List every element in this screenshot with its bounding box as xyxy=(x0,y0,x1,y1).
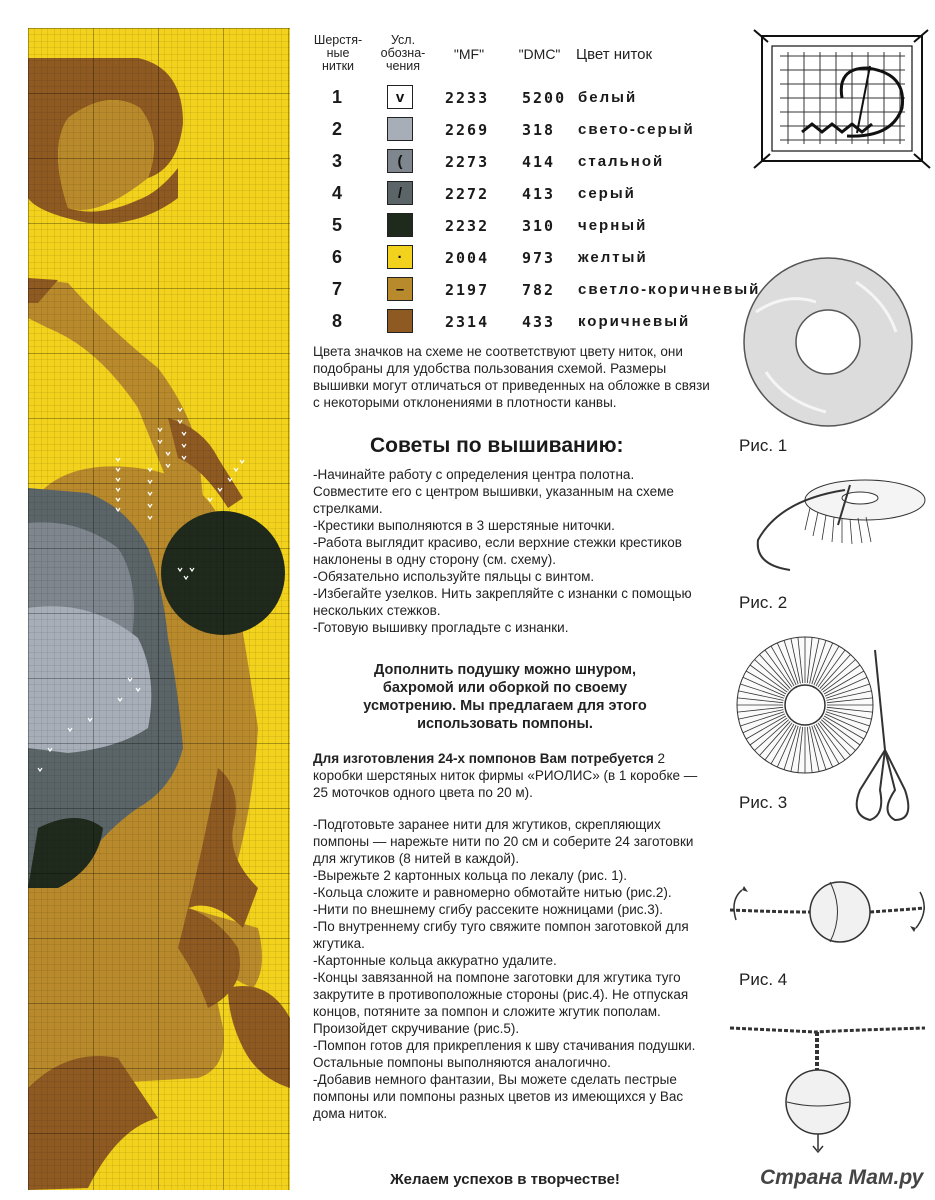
legend-dmc-code: 782 xyxy=(522,281,556,299)
fig3-label: Рис. 3 xyxy=(739,793,788,812)
legend-dmc-code: 433 xyxy=(522,313,556,331)
legend-color-name: черный xyxy=(578,217,648,234)
legend-row xyxy=(320,309,760,337)
legend-dmc-code: 413 xyxy=(522,185,556,203)
legend-dmc-code: 318 xyxy=(522,121,556,139)
legend-row xyxy=(320,213,760,241)
step-item: -По внутреннему сгибу туго свяжите помпон заготовкой для жгутика. xyxy=(313,919,689,951)
step-item: -Подготовьте заранее нити для жгутиков, скрепляющих помпоны — нарежьте нити по 20 см и соберите 24 заготовки для жгутиков (8 нитей в каждой). xyxy=(313,817,694,866)
legend-header-color: Цвет ниток xyxy=(576,46,653,63)
fig1-label: Рис. 1 xyxy=(739,436,788,455)
legend-color-name: свето-серый xyxy=(578,121,695,138)
legend-row-number: 2 xyxy=(332,119,343,139)
tip-item: -Работа выглядит красиво, если верхние стежки крестиков наклонены в одну сторону (см. схему). xyxy=(313,535,682,567)
legend-dmc-code: 414 xyxy=(522,153,556,171)
twisting-cord-illustration xyxy=(720,870,930,960)
step-item: -Добавив немного фантазии, Вы можете сделать пестрые помпоны или помпоны разных цветов из имеющихся у Вас дома ниток. xyxy=(313,1072,684,1121)
tip-item: -Избегайте узелков. Нить закрепляйте с изнанки с помощью нескольких стежков. xyxy=(313,586,692,618)
legend-row-number: 8 xyxy=(332,311,343,331)
legend-row xyxy=(320,117,760,145)
cross-stitch-pattern xyxy=(28,28,290,1190)
legend-header-symbols: Усл. обозна- чения xyxy=(380,33,426,73)
folded-cord-illustration xyxy=(725,1010,930,1160)
pompon-requirements-bold: Для изготовления 24-х помпонов Вам потребуется xyxy=(313,751,654,766)
legend-color-name: стальной xyxy=(578,153,665,170)
legend-dmc-code: 310 xyxy=(522,217,556,235)
legend-mf-code: 2272 xyxy=(445,185,490,203)
legend-mf-code: 2269 xyxy=(445,121,490,139)
legend-color-name: коричневый xyxy=(578,313,691,330)
legend-mf-code: 2232 xyxy=(445,217,490,235)
tips-list xyxy=(313,466,711,636)
legend-mf-code: 2004 xyxy=(445,249,490,267)
step-item: -Кольца сложите и равномерно обмотайте нитью (рис.2). xyxy=(313,885,672,900)
legend-mf-code: 2233 xyxy=(445,89,490,107)
legend-swatch: ( xyxy=(387,149,413,173)
tip-item: -Обязательно используйте пяльцы с винтом. xyxy=(313,569,595,584)
legend-swatch: / xyxy=(387,181,413,205)
legend-color-name: белый xyxy=(578,89,638,106)
legend-row-number: 3 xyxy=(332,151,343,171)
legend-color-name: светло-коричневый xyxy=(578,281,761,298)
stitch-diagram-illustration xyxy=(752,28,932,178)
legend-dmc-code: 5200 xyxy=(522,89,567,107)
fig4-label: Рис. 4 xyxy=(739,970,788,989)
legend-color-name: желтый xyxy=(578,249,648,266)
fig2-label: Рис. 2 xyxy=(739,593,788,612)
tip-item: -Начинайте работу с определения центра полотна. Совместите его с центром вышивки, указанным на схеме стрелками. xyxy=(313,467,674,516)
legend-row xyxy=(320,149,760,177)
legend-row-number: 5 xyxy=(332,215,343,235)
legend-mf-code: 2197 xyxy=(445,281,490,299)
legend-swatch xyxy=(387,117,413,141)
legend-swatch xyxy=(387,213,413,237)
legend-row-number: 7 xyxy=(332,279,343,299)
color-note: Цвета значков на схеме не соответствуют цвету ниток, они подобраны для удобства пользования схемой. Размеры вышивки могут отличаться от приведенных на обложке в связи с некоторыми отклонениями в плотности канвы. xyxy=(313,344,710,410)
step-item: -Вырежьте 2 картонных кольца по лекалу (рис. 1). xyxy=(313,868,627,883)
legend-header-threads: Шерстя- ные нитки xyxy=(313,33,363,73)
pompon-requirements xyxy=(313,750,713,801)
legend-swatch: – xyxy=(387,277,413,301)
legend-row-number: 4 xyxy=(332,183,343,203)
tips-title: Советы по вышиванию: xyxy=(370,434,624,457)
step-item: -Нити по внешнему сгибу рассеките ножницами (рис.3). xyxy=(313,902,664,917)
legend-swatch xyxy=(387,309,413,333)
legend-row-number: 1 xyxy=(332,87,343,107)
legend-mf-code: 2314 xyxy=(445,313,490,331)
legend-row xyxy=(320,181,760,209)
step-item: -Картонные кольца аккуратно удалите. xyxy=(313,953,557,968)
legend-row xyxy=(320,245,760,273)
tip-item: -Крестики выполняются в 3 шерстяные ниточки. xyxy=(313,518,615,533)
legend-color-name: серый xyxy=(578,185,636,202)
legend-swatch: v xyxy=(387,85,413,109)
legend-header-dmc: "DMC" xyxy=(518,46,561,62)
tip-item: -Готовую вышивку прогладьте с изнанки. xyxy=(313,620,569,635)
closing-wish: Желаем успехов в творчестве! xyxy=(390,1171,620,1188)
legend-mf-code: 2273 xyxy=(445,153,490,171)
pompon-requirements-text: 2 коробки шерстяных ниток фирмы «РИОЛИС» (в 1 коробке — 25 моточков одного цвета по 20 м). xyxy=(313,751,698,800)
legend-header-mf: "MF" xyxy=(453,46,485,62)
watermark-text: Страна Мам.ру xyxy=(760,1166,924,1189)
wrapping-thread-illustration xyxy=(750,470,930,590)
legend-swatch: · xyxy=(387,245,413,269)
cardboard-ring-illustration xyxy=(726,252,931,432)
legend-dmc-code: 973 xyxy=(522,249,556,267)
pompon-intro: Дополнить подушку можно шнуром, бахромой или оборкой по своему усмотрению. Мы предлагаем для этого использовать помпоны. xyxy=(363,662,647,732)
pompon-steps xyxy=(313,816,713,1122)
legend-row-number: 6 xyxy=(332,247,343,267)
step-item: -Помпон готов для прикрепления к шву стачивания подушки. Остальные помпоны выполняются аналогично. xyxy=(313,1038,696,1070)
step-item: -Концы завязанной на помпоне заготовки для жгутика туго закрутите в противоположные стороны (рис.4). Не отпуская концов, потяните за помпон и сложите жгутик пополам. Произойдет скручивание (рис.5). xyxy=(313,970,689,1036)
cutting-threads-illustration xyxy=(735,630,930,850)
legend-row xyxy=(320,277,760,305)
legend-row xyxy=(320,85,760,113)
